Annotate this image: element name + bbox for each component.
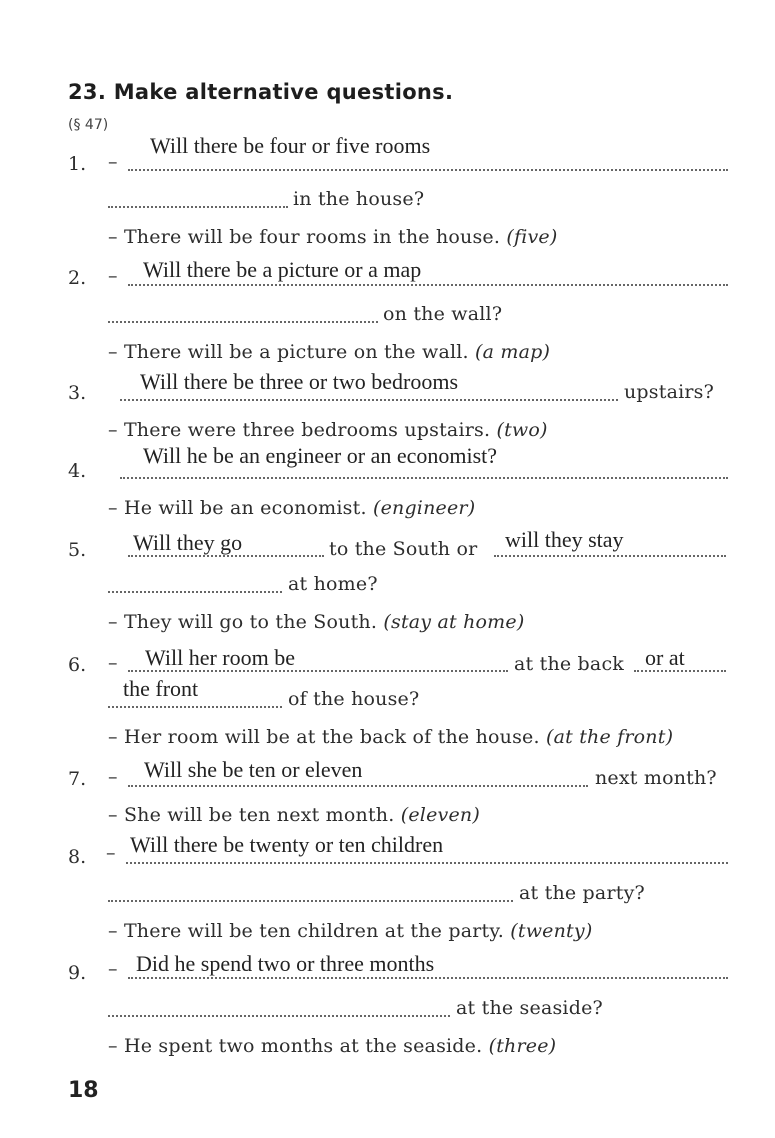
question-tail-3: upstairs? [624, 381, 715, 403]
reply-text-1: – There will be four rooms in the house. [108, 226, 501, 248]
item-number-3: 3. [68, 382, 87, 404]
answer-3: Will there be three or two bedrooms [140, 369, 459, 394]
question-tail-1: in the house? [293, 188, 425, 210]
reply-text-7: – She will be ten next month. [108, 804, 395, 826]
answer-9: Did he spend two or three months [136, 951, 435, 976]
item-number-2: 2. [68, 267, 87, 289]
answer-line-7 [128, 785, 588, 787]
answer-line-9b [108, 1015, 450, 1017]
exercise-title: 23. Make alternative questions. [68, 80, 454, 104]
item-number-9: 9. [68, 962, 87, 984]
answer-7: Will she be ten or eleven [144, 757, 363, 782]
answer-line-2a [128, 284, 728, 286]
answer-line-4 [120, 477, 728, 479]
question-tail-9: at the seaside? [456, 997, 603, 1019]
page-number: 18 [68, 1078, 99, 1103]
question-mid-5: to the South or [329, 538, 478, 560]
answer-8: Will there be twenty or ten children [130, 832, 444, 857]
reply-9 [108, 1035, 556, 1057]
reply-text-2: – There will be a picture on the wall. [108, 341, 469, 363]
cue-1: (five) [506, 226, 558, 248]
cue-3: (two) [496, 419, 548, 441]
answer-6c: the front [123, 676, 199, 701]
item-number-7: 7. [68, 768, 87, 790]
item-number-1: 1. [68, 153, 87, 175]
answer-6a: Will her room be [145, 645, 296, 670]
answer-line-6a [128, 670, 508, 672]
cue-6: (at the front) [545, 726, 674, 748]
question-tail-5: at home? [288, 573, 378, 595]
item-number-6: 6. [68, 654, 87, 676]
dash-2: – [108, 265, 118, 287]
answer-line-6b [634, 670, 726, 672]
answer-line-3 [120, 399, 618, 401]
answer-line-1b [108, 206, 288, 208]
dash-6: – [108, 652, 118, 674]
reply-8 [108, 920, 592, 942]
question-mid-6: at the back [514, 653, 625, 675]
answer-4: Will he be an engineer or an economist? [143, 443, 498, 468]
cue-4: (engineer) [372, 497, 476, 519]
reply-text-9: – He spent two months at the seaside. [108, 1035, 483, 1057]
question-tail-8: at the party? [519, 882, 645, 904]
reply-text-4: – He will be an economist. [108, 497, 367, 519]
reply-text-3: – There were three bedrooms upstairs. [108, 419, 491, 441]
question-tail-2: on the wall? [383, 303, 503, 325]
reply-7 [108, 804, 480, 826]
cue-8: (twenty) [510, 920, 593, 942]
answer-line-6c [108, 706, 282, 708]
answer-1: Will there be four or five rooms [150, 133, 431, 158]
cue-9: (three) [488, 1035, 557, 1057]
answer-5a: Will they go [133, 530, 243, 555]
answer-line-9a [128, 977, 728, 979]
reply-3 [108, 419, 548, 441]
answer-line-2b [108, 321, 378, 323]
dash-1: – [108, 151, 118, 173]
reply-6 [108, 726, 673, 748]
reply-5 [108, 611, 524, 633]
grammar-reference: (§ 47) [68, 117, 109, 133]
reply-4 [108, 497, 475, 519]
item-number-8: 8. [68, 846, 87, 868]
dash-8: – [106, 842, 116, 864]
cue-7: (eleven) [400, 804, 480, 826]
answer-line-8b [108, 900, 513, 902]
reply-1 [108, 226, 557, 248]
reply-2 [108, 341, 550, 363]
answer-line-8a [126, 862, 728, 864]
answer-line-1a [128, 169, 728, 171]
reply-text-8: – There will be ten children at the party. [108, 920, 505, 942]
cue-5: (stay at home) [383, 611, 525, 633]
cue-2: (a map) [475, 341, 551, 363]
reply-text-6: – Her room will be at the back of the house. [108, 726, 540, 748]
answer-2: Will there be a picture or a map [143, 257, 422, 282]
answer-line-5c [108, 591, 282, 593]
dash-7: – [108, 766, 118, 788]
question-tail-6: of the house? [288, 688, 420, 710]
item-number-5: 5. [68, 539, 87, 561]
answer-5b: will they stay [505, 527, 624, 552]
item-number-4: 4. [68, 460, 87, 482]
question-tail-7: next month? [595, 767, 717, 789]
answer-6b: or at [645, 645, 685, 670]
dash-9: – [108, 958, 118, 980]
answer-line-5a [128, 555, 324, 557]
reply-text-5: – They will go to the South. [108, 611, 378, 633]
answer-line-5b [494, 555, 726, 557]
